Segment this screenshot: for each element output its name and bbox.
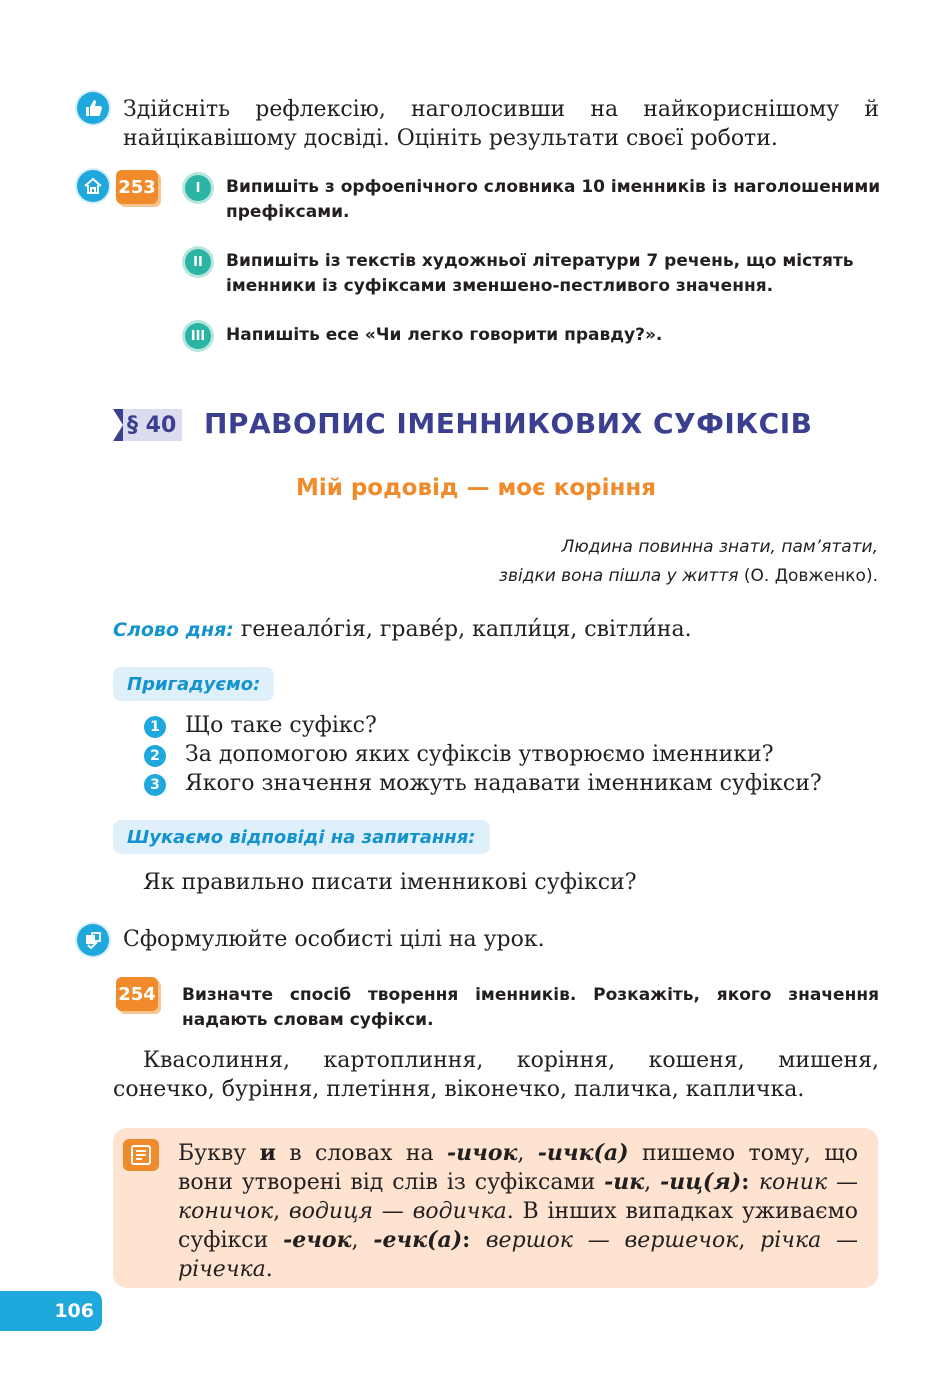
rule-suffix-ik: -ик (604, 1169, 645, 1195)
notebook-icon (123, 1139, 159, 1171)
epigraph-author: (О. Довженко). (743, 566, 878, 586)
question-number-2: 2 (144, 745, 166, 767)
rule-t7: пишемо тому, що вони утворені від слів із суфіксами (178, 1141, 858, 1195)
task-254-words: Квасолиння, картоплиння, коріння, кошеня, мишеня, сонечко, буріння, плетіння, віконечко, паличка, капличка. (113, 1048, 879, 1102)
rule-t23: . (265, 1257, 273, 1282)
rule-letter: и (259, 1140, 276, 1166)
homework-item-3: Напишіть есе «Чи легко говорити правду?». (226, 325, 663, 345)
search-question: Як правильно писати іменникові суфікси? (143, 870, 637, 895)
word-of-day (113, 617, 692, 642)
task-254-badge: 254 (116, 977, 158, 1011)
rule-t1: Букву (178, 1141, 260, 1166)
rule-example-2: водиця — водичка (288, 1199, 507, 1224)
word-of-day-words: генеало́гія, граве́р, капли́ця, світли́на. (240, 617, 692, 642)
rule-t13: , (273, 1199, 289, 1224)
rule-example-3: вершок — вершечок (485, 1228, 739, 1253)
homework-item-2: Випишіть із текстів художньої літератури 7 речень, що містять іменники із суфіксами зменшено-пестливого значення. (226, 251, 854, 296)
section-title: ПРАВОПИС ІМЕННИКОВИХ СУФІКСІВ (204, 407, 813, 440)
recall-label: Пригадуємо: (113, 667, 274, 701)
rule-suffix-ichok: -ичок (446, 1140, 518, 1166)
thumbs-up-icon (77, 92, 109, 124)
rule-suffix-echok: -ечок (283, 1227, 352, 1253)
level-badge-1: I (185, 175, 211, 201)
rule-t19: : (462, 1227, 486, 1253)
section-subtitle: Мій родовід — моє коріння (295, 475, 657, 501)
rule-suffix-echka: -ечк(а) (373, 1227, 463, 1253)
recall-question-3: Якого значення можуть надавати іменникам суфікси? (185, 771, 822, 796)
level-badge-3: III (185, 323, 211, 349)
section-number-label: § 40 (123, 409, 182, 441)
rule-suffix-itsia: -иц(я) (660, 1169, 742, 1195)
task-254-instruction: Визначте спосіб творення іменників. Розкажіть, якого значення надають словам суфікси. (182, 985, 879, 1030)
recall-question-2: За допомогою яких суфіксів утворюємо іменники? (185, 742, 774, 767)
goals-text: Сформулюйте особисті цілі на урок. (123, 927, 545, 952)
section-number (113, 409, 185, 441)
search-label: Шукаємо відповіді на запитання: (113, 820, 490, 854)
level-badge-2: II (185, 249, 211, 275)
goal-puzzle-icon (77, 924, 109, 956)
rule-t3: в словах на (275, 1141, 447, 1166)
epigraph-line-2: звідки вона пішла у життя (498, 566, 739, 586)
rule-t11: : (741, 1169, 759, 1195)
reflection-text: Здійсніть рефлексію, наголосивши на найкориснішому й найцікавішому досвіді. Оцініть результати своєї роботи. (123, 97, 879, 151)
recall-question-1: Що таке суфікс? (185, 713, 377, 738)
word-of-day-label: Слово дня: (113, 619, 234, 641)
epigraph (499, 533, 878, 591)
rule-t17: , (351, 1228, 374, 1253)
rule-t9: , (644, 1170, 661, 1195)
home-icon (77, 170, 109, 202)
page-number: 106 (0, 1291, 102, 1331)
task-number-badge: 253 (116, 170, 158, 204)
rule-example-1: коник — коничок (178, 1170, 858, 1224)
rule-suffix-ichka: -ичк(а) (537, 1140, 629, 1166)
epigraph-line-1: Людина повинна знати, пам’ятати, (561, 537, 878, 557)
rule-text (178, 1139, 858, 1284)
rule-t5: , (517, 1141, 538, 1166)
homework-item-1: Випишіть з орфоепічного словника 10 іменників із наголошеними префіксами. (226, 177, 881, 222)
question-number-1: 1 (144, 716, 166, 738)
rule-t15: . В інших випадках уживаємо суфікси (178, 1199, 858, 1253)
question-number-3: 3 (144, 774, 166, 796)
rule-example-4: річка — річечка (178, 1228, 859, 1282)
rule-t21: , (738, 1228, 761, 1253)
